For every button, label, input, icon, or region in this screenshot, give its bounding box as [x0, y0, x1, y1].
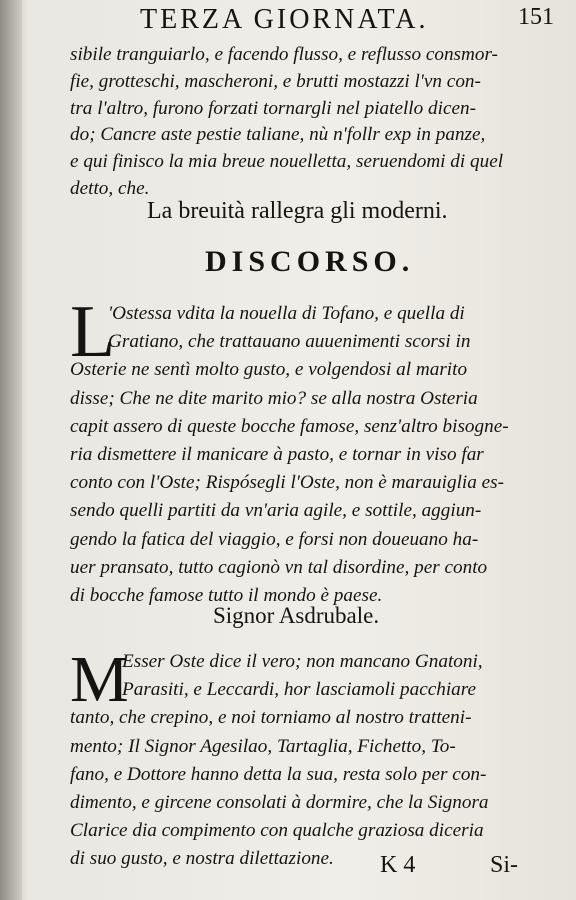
text-line: fano, e Dottore hanno detta la sua, resta solo per con- — [70, 763, 487, 785]
text-line: Osterie ne sentì molto gusto, e volgendosi al marito — [70, 359, 468, 381]
text-line: fie, grotteschi, mascheroni, e brutti mostazzi l'vn con- — [70, 70, 481, 92]
text-line: Parasiti, e Leccardi, hor lasciamoli pacchiare — [122, 679, 477, 701]
text-line: tanto, che crepino, e noi torniamo al nostro tratteni- — [70, 707, 472, 729]
page-header — [140, 2, 560, 40]
text-line: sibile tranguiarlo, e facendo flusso, e reflusso consmor- — [70, 44, 498, 65]
text-line: mento; Il Signor Agesilao, Tartaglia, Fichetto, To- — [70, 735, 456, 757]
page-gutter-shadow — [0, 0, 22, 900]
catchword: Si- — [490, 852, 519, 878]
opening-paragraph — [70, 42, 546, 203]
section-heading: DISCORSO. — [205, 245, 415, 278]
signature-mark: K 4 — [380, 852, 416, 878]
running-title: TERZA GIORNATA. — [140, 4, 429, 35]
text-line: gendo la fatica del viaggio, e forsi non doueuano ha- — [70, 528, 479, 550]
text-line: sendo quelli partiti da vn'aria agile, e sottile, aggiun- — [70, 500, 482, 522]
text-line: Clarice dia compimento con qualche graziosa diceria — [70, 820, 484, 842]
text-line: capit assero di queste bocche famose, senz'altro bisogne- — [70, 415, 509, 437]
text-line: Gratiano, che trattauano auuenimenti scorsi in — [108, 331, 471, 353]
motto-line: La breuità rallegra gli moderni. — [147, 198, 448, 224]
text-line: 'Ostessa vdita la nouella di Tofano, e quella di — [108, 303, 465, 324]
text-line: conto con l'Oste; Rispósegli l'Oste, non è marauiglia es- — [70, 472, 505, 494]
text-line: e qui finisco la mia breue nouelletta, seruendomi di quel — [70, 151, 504, 173]
asdrubale-paragraph — [70, 643, 546, 874]
text-line: disse; Che ne dite marito mio? se alla nostra Osteria — [70, 387, 478, 409]
page-footer — [380, 852, 560, 888]
drop-cap: L — [70, 291, 116, 373]
page-number: 151 — [518, 4, 554, 30]
text-line: detto, che. — [70, 177, 150, 199]
discorso-paragraph — [70, 291, 546, 610]
text-line: tra l'altro, furono forzati tornargli nel piatello dicen- — [70, 97, 476, 119]
text-line: do; Cancre aste pestie taliane, nù n'follr exp in panze, — [70, 124, 486, 146]
text-line: dimento, e gircene consolati à dormire, che la Signora — [70, 792, 489, 814]
text-line: uer pransato, tutto cagionò vn tal disordine, per conto — [70, 556, 488, 578]
text-line: di bocche famose tutto il mondo è paese. — [70, 585, 383, 607]
drop-cap: M — [70, 643, 129, 716]
text-line: Esser Oste dice il vero; non mancano Gnatoni, — [122, 651, 483, 672]
speaker-heading: Signor Asdrubale. — [213, 603, 380, 628]
text-line: di suo gusto, e nostra dilettazione. — [70, 848, 334, 870]
text-line: ria dismettere il manicare à pasto, e tornar in viso far — [70, 444, 484, 466]
